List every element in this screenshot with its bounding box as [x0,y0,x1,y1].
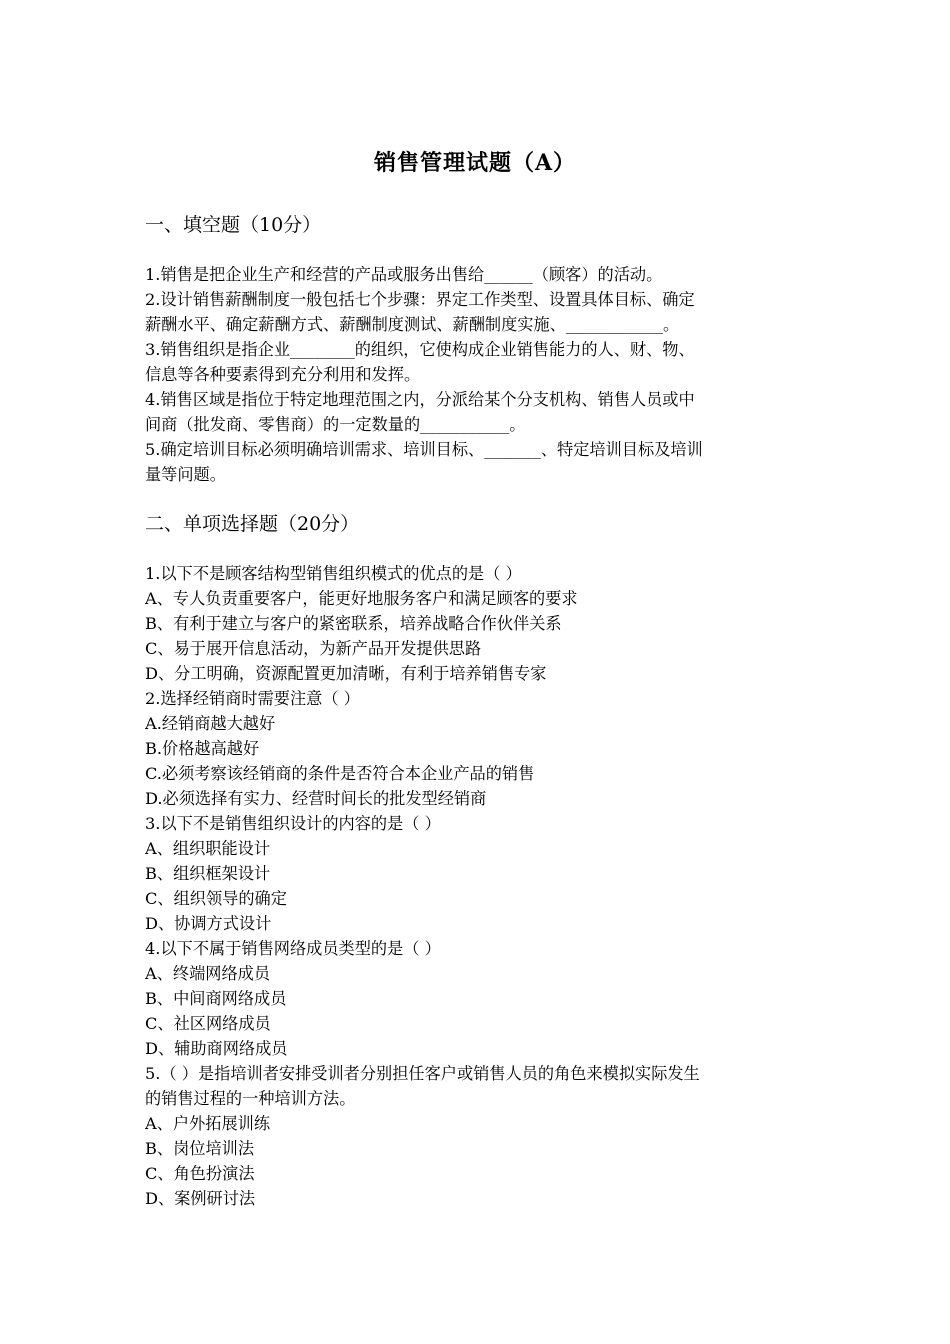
text-line: 5.确定培训目标必须明确培训需求、培训目标、_______、特定培训目标及培训 [145,440,703,459]
text-line: D.必须选择有实力、经营时间长的批发型经销商 [145,789,487,808]
text-line: 薪酬水平、确定薪酬方式、薪酬制度测试、薪酬制度实施、____________。 [145,315,680,334]
text-line: 2.选择经销商时需要注意（ ） [145,689,360,708]
text-line: A、终端网络成员 [145,964,271,983]
text-line: A、组织职能设计 [145,839,271,858]
text-line: D、辅助商网络成员 [145,1039,288,1058]
text-line: 5.（ ）是指培训者安排受训者分别担任客户或销售人员的角色来模拟实际发生 [145,1064,700,1083]
text-line: C、组织领导的确定 [145,889,287,908]
text-line: 2.设计销售薪酬制度一般包括七个步骤：界定工作类型、设置具体目标、确定 [145,290,695,309]
text-line: B、中间商网络成员 [145,989,287,1008]
text-line: C、社区网络成员 [145,1014,271,1033]
text-line: C、角色扮演法 [145,1164,255,1183]
text-line: A、专人负责重要客户，能更好地服务客户和满足顾客的要求 [145,589,578,608]
section-heading-fill-in: 一、填空题（10分） [145,214,322,236]
text-line: A、户外拓展训练 [145,1114,271,1133]
text-line: 4.以下不属于销售网络成员类型的是（ ） [145,939,441,958]
text-line: B、岗位培训法 [145,1139,255,1158]
text-line: A.经销商越大越好 [145,714,276,733]
text-line: 3.销售组织是指企业________的组织，它使构成企业销售能力的人、财、物、 [145,340,695,359]
text-line: 间商（批发商、零售商）的一定数量的___________。 [145,415,526,434]
text-line: C.必须考察该经销商的条件是否符合本企业产品的销售 [145,764,535,783]
text-line: D、案例研讨法 [145,1189,256,1208]
page-title: 销售管理试题（A） [373,150,577,176]
single-choice-questions [145,561,810,1211]
text-line: D、分工明确，资源配置更加清晰，有利于培养销售专家 [145,664,547,683]
text-line: C、易于展开信息活动，为新产品开发提供思路 [145,639,482,658]
text-line: B.价格越高越好 [145,739,260,758]
text-line: 3.以下不是销售组织设计的内容的是（ ） [145,814,441,833]
text-line: 1.销售是把企业生产和经营的产品或服务出售给______（顾客）的活动。 [145,265,663,284]
text-line: B、组织框架设计 [145,864,271,883]
text-line: 量等问题。 [145,465,226,484]
fill-in-questions [145,262,810,487]
text-line: 信息等各种要素得到充分利用和发挥。 [145,365,421,384]
section-heading-single-choice: 二、单项选择题（20分） [145,513,360,535]
text-line: 4.销售区域是指位于特定地理范围之内，分派给某个分支机构、销售人员或中 [145,390,695,409]
text-line: B、有利于建立与客户的紧密联系，培养战略合作伙伴关系 [145,614,562,633]
text-line: 的销售过程的一种培训方法。 [145,1089,356,1108]
text-line: D、协调方式设计 [145,914,272,933]
text-line: 1.以下不是顾客结构型销售组织模式的优点的是（ ） [145,564,522,583]
